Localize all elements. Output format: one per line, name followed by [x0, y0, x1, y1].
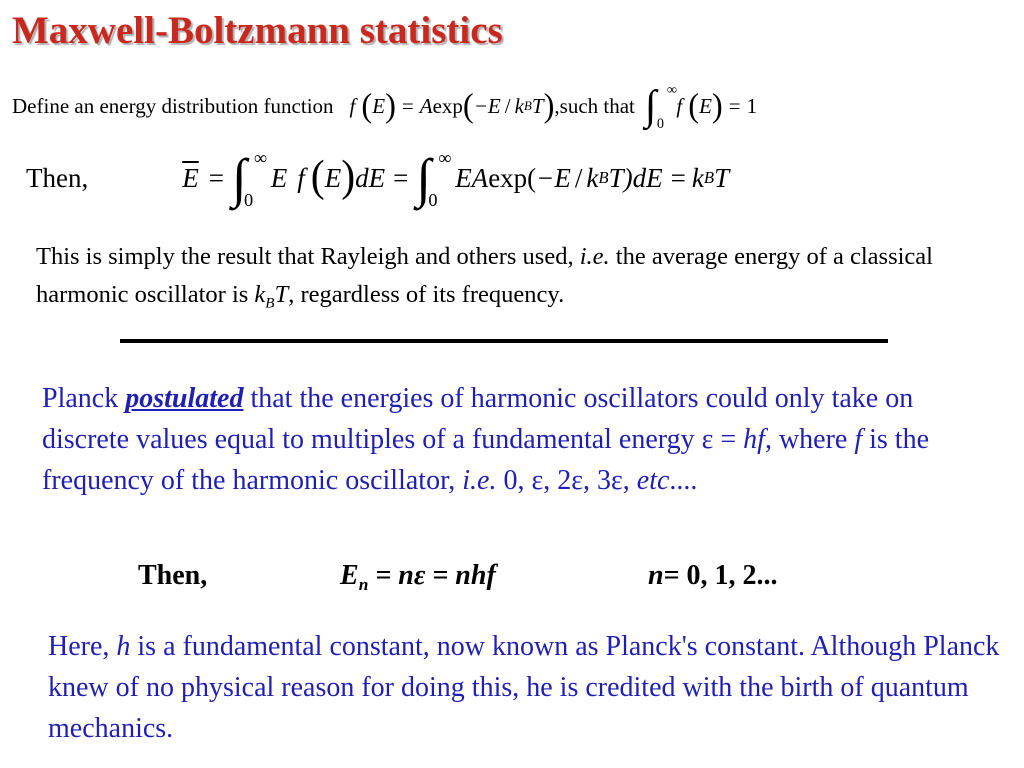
- average-energy-equation: Then, $\overline{E}$ = ∫ ∞ 0 E f ( E ) dE = ∫ ∞ 0 EA exp( −E / k B T )dE = k B T: [26, 148, 730, 210]
- integral-upper-limit-2: ∞: [253, 148, 268, 168]
- para2-ellipsis: ....: [669, 465, 698, 496]
- A-symbol: A: [419, 93, 433, 118]
- n-values: [648, 560, 778, 592]
- B-subscript-2: B: [598, 168, 609, 187]
- equals-sign-4: =: [393, 162, 409, 193]
- postulated-emphasis: postulated: [125, 383, 244, 414]
- integral-lower-limit-2: 0: [243, 189, 254, 210]
- horizontal-divider: [120, 339, 888, 343]
- rayleigh-paragraph: [36, 238, 996, 322]
- En-equation: [340, 560, 496, 595]
- para2-text-2: , where: [764, 424, 848, 455]
- distribution-definition: Define an energy distribution function f ( E ) = A exp ( −E / k B T ) ,such that ∫ ∞ 0 f ( E ) = 1: [12, 82, 758, 132]
- slash-2: /: [574, 162, 583, 193]
- E-symbol: E: [372, 93, 386, 118]
- n-values-list: = 0, 1, 2...: [663, 560, 778, 591]
- k-symbol: k: [514, 93, 524, 118]
- minus-E: −E: [473, 93, 501, 118]
- para1-text-1: This is simply the result that Rayleigh and others used,: [36, 243, 574, 270]
- integral-sign-2: ∫ ∞ 0: [231, 148, 268, 210]
- para2-hf: hf: [743, 424, 765, 455]
- integral-lower-limit: 0: [656, 115, 665, 132]
- n-label: n: [648, 560, 664, 591]
- minus-E-2: −E: [536, 162, 571, 193]
- para2-text-3: is the frequency of the harmonic oscillator,: [42, 424, 930, 496]
- para1-text-2: the average energy of a classical harmonic oscillator is: [36, 243, 933, 308]
- E-bar-symbol: $\overline{E}$: [182, 162, 199, 193]
- T-symbol: T: [531, 93, 544, 118]
- B-subscript: B: [523, 98, 532, 113]
- integral-sign-3: ∫ ∞ 0: [416, 148, 452, 210]
- T-symbol-2: T: [608, 162, 624, 193]
- planck-constant-paragraph: [48, 626, 1008, 749]
- equals-sign: =: [401, 93, 414, 118]
- para1-T: T: [274, 281, 289, 308]
- para2-text-1: that the energies of harmonic oscillators could only take on discrete values equal to multiples of a fundamental energy ε =: [42, 383, 914, 455]
- E-symbol-4: E: [324, 162, 342, 193]
- slash: /: [504, 93, 511, 118]
- equals-sign-2: =: [728, 93, 741, 118]
- equals-sign-3: =: [208, 162, 224, 193]
- then-label: Then,: [26, 162, 89, 193]
- para1-text-3: , regardless of its frequency.: [288, 281, 565, 308]
- integral-upper-limit-3: ∞: [438, 148, 452, 168]
- para2-planck: Planck: [42, 383, 119, 414]
- En-n: n: [358, 575, 369, 595]
- such-that: ,such that: [554, 93, 635, 118]
- para3-h: h: [116, 631, 131, 662]
- f-symbol: f: [349, 93, 356, 118]
- para2-f: f: [854, 424, 863, 455]
- T-symbol-3: T: [714, 162, 730, 193]
- f-symbol-2: f: [676, 93, 683, 118]
- E-symbol-2: E: [699, 93, 712, 118]
- para3-text: is a fundamental constant, now known as Planck's constant. Although Planck knew of no physical reason for doing this, he is credited with the birth of quantum mechanics.: [48, 631, 1000, 744]
- EA-symbol: EA: [455, 162, 489, 193]
- planck-paragraph: [42, 378, 1002, 501]
- f-symbol-3: f: [297, 162, 305, 193]
- definition-intro: Define an energy distribution function: [12, 93, 334, 118]
- E-symbol-3: E: [270, 162, 288, 193]
- integral-lower-limit-3: 0: [428, 189, 438, 210]
- quantization-equation: [0, 560, 1024, 604]
- integral-sign: ∫ ∞ 0: [644, 82, 678, 132]
- then-label-2: Then,: [138, 560, 208, 591]
- equals-sign-5: =: [670, 162, 686, 193]
- integral-upper-limit: ∞: [666, 82, 678, 98]
- one: 1: [746, 93, 758, 118]
- k-symbol-2: k: [586, 162, 599, 193]
- k-symbol-3: k: [691, 162, 704, 193]
- para1-k: k: [254, 281, 266, 308]
- para2-etc: etc: [636, 465, 670, 496]
- para1-B: B: [265, 294, 275, 312]
- En-rhs: = nε = nhf: [375, 560, 496, 591]
- dE-symbol: dE: [355, 162, 386, 193]
- para3-here: Here,: [48, 631, 110, 662]
- para2-ie: i.e.: [462, 465, 497, 496]
- exp-function: exp: [432, 93, 463, 118]
- close-dE: )dE: [623, 162, 663, 193]
- B-subscript-3: B: [703, 168, 715, 187]
- slide-title: Maxwell-Boltzmann statistics: [12, 9, 503, 52]
- para2-values: 0, ε, 2ε, 3ε,: [503, 465, 630, 496]
- exp-function-2: exp(: [488, 162, 537, 193]
- para1-ie: i.e.: [579, 243, 610, 270]
- En-E: E: [340, 560, 359, 591]
